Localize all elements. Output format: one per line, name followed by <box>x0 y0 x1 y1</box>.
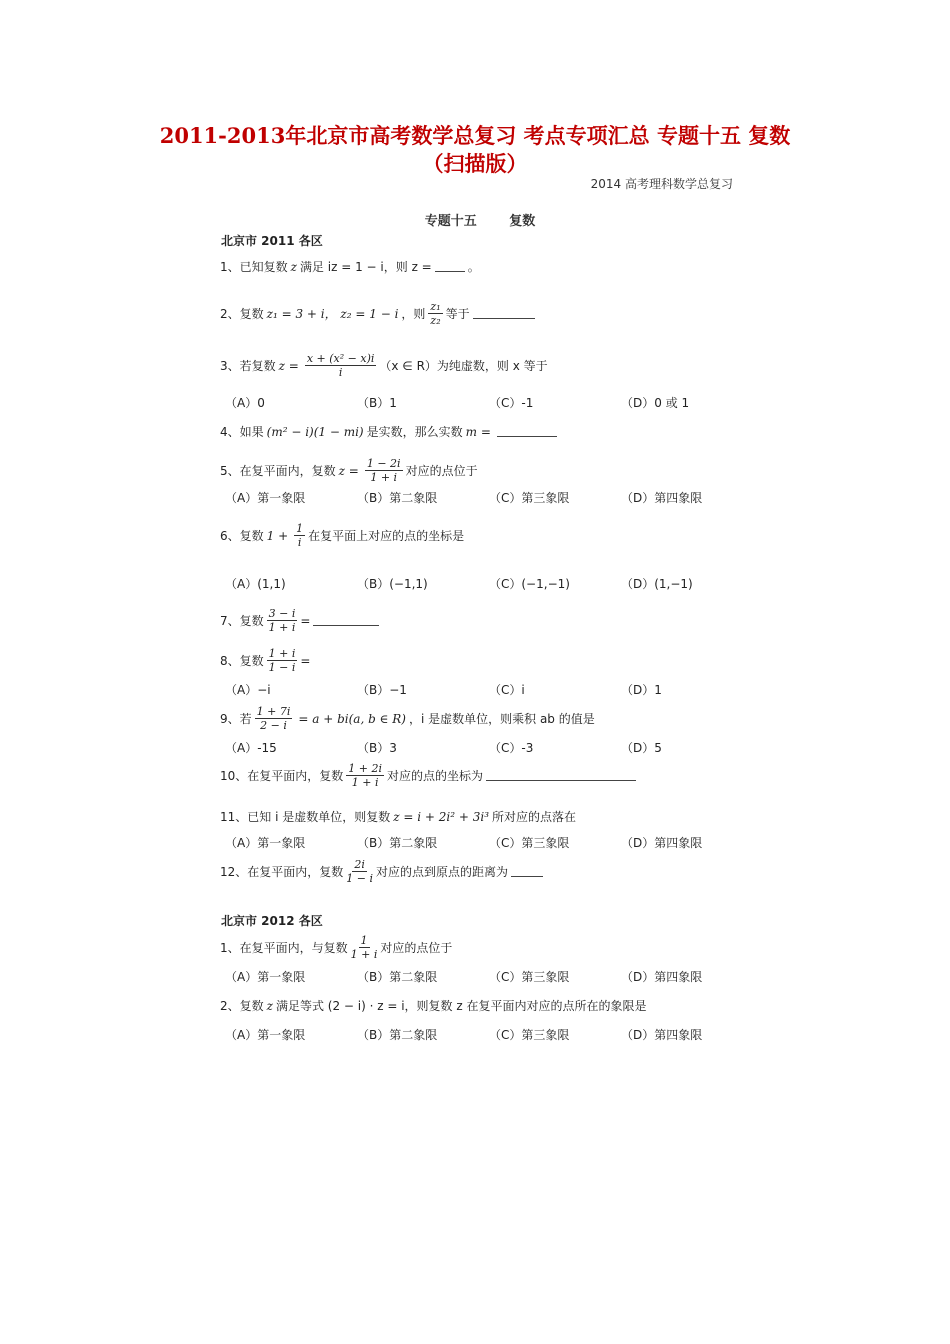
question-rest: 对应的点到原点的距离为 <box>376 865 509 879</box>
question-6 <box>220 522 464 549</box>
fraction: $\frac{1 - 2i}{1 + i}$ <box>366 457 401 484</box>
option-d[interactable]: （D）第四象限 <box>621 970 703 984</box>
question-rest: ，则 <box>401 307 426 321</box>
answer-blank[interactable] <box>511 866 543 877</box>
question-tail: m = <box>465 424 491 439</box>
question-tail: 。 <box>467 260 480 274</box>
option-b[interactable]: （B）第二象限 <box>357 970 438 984</box>
question-text: 4、如果 <box>220 425 264 439</box>
question-rest: ，i 是虚数单位，则乘积 ab 的值是 <box>408 712 595 726</box>
question-9 <box>220 705 595 732</box>
question-7 <box>220 607 382 634</box>
fraction: $\frac{1 + i}{1 - i}$ <box>268 647 296 674</box>
question-expr: z₁ = 3 + i， z₂ = 1 − i <box>266 307 399 321</box>
question-text: 3、若复数 <box>220 359 276 373</box>
question-11 <box>220 808 576 825</box>
option-d[interactable]: （D）(1,−1) <box>621 577 693 591</box>
section-title-topic: 专题十五 <box>424 214 477 229</box>
question-text: 8、复数 <box>220 654 264 668</box>
option-c[interactable]: （C）第三象限 <box>489 1028 570 1042</box>
option-b[interactable]: （B）−1 <box>357 683 407 697</box>
fraction: $\frac{2i}{1 - i}$ <box>346 858 374 885</box>
fraction: $\frac{3 - i}{1 + i}$ <box>268 607 296 634</box>
section-title-subject: 复数 <box>509 214 536 229</box>
question-expr: z <box>290 259 297 274</box>
fraction: $\frac{1}{i}$ <box>296 522 304 549</box>
option-b[interactable]: （B）(−1,1) <box>357 577 428 591</box>
question-rest: 满足等式 (2 − i) · z = i，则复数 z 在复平面内对应的点所在的象限是 <box>275 999 647 1013</box>
question-expr: z = <box>278 358 299 373</box>
question-8 <box>220 647 310 674</box>
question-expr: 1 + <box>266 528 289 543</box>
option-b[interactable]: （B）1 <box>357 396 397 410</box>
answer-blank[interactable] <box>473 308 535 319</box>
question-text: 7、复数 <box>220 614 264 628</box>
question-tail: 等于 <box>445 307 470 321</box>
question-text: 9、若 <box>220 712 252 726</box>
option-a[interactable]: （A）第一象限 <box>225 491 306 505</box>
option-c[interactable]: （C）-3 <box>489 741 534 755</box>
option-c[interactable]: （C）i <box>489 683 525 697</box>
option-a[interactable]: （A）−i <box>225 683 271 697</box>
question-3 <box>220 352 548 379</box>
answer-blank[interactable] <box>435 261 465 272</box>
option-a[interactable]: （A）(1,1) <box>225 577 286 591</box>
question-2012-1 <box>220 934 452 961</box>
answer-blank[interactable] <box>313 615 379 626</box>
region-heading-2012: 北京市 2012 各区 <box>221 914 323 928</box>
question-expr: = a + bi(a, b ∈ R) <box>298 711 406 726</box>
answer-blank[interactable] <box>486 770 636 781</box>
option-a[interactable]: （A）-15 <box>225 741 277 755</box>
option-c[interactable]: （C）(−1,−1) <box>489 577 570 591</box>
option-d[interactable]: （D）第四象限 <box>621 1028 703 1042</box>
option-d[interactable]: （D）1 <box>621 683 662 697</box>
question-rest: 所对应的点落在 <box>492 810 577 824</box>
question-4 <box>220 423 560 440</box>
option-b[interactable]: （B）第二象限 <box>357 1028 438 1042</box>
option-c[interactable]: （C）第三象限 <box>489 970 570 984</box>
question-rest: 在复平面上对应的点的坐标是 <box>308 529 465 543</box>
option-c[interactable]: （C）第三象限 <box>489 836 570 850</box>
fraction: $\frac{1 + 2i}{1 + i}$ <box>348 762 383 789</box>
question-rest: 对应的点位于 <box>380 941 453 955</box>
option-b[interactable]: （B）第二象限 <box>357 491 438 505</box>
question-rest: = <box>300 653 311 668</box>
option-b[interactable]: （B）第二象限 <box>357 836 438 850</box>
question-expr: z = i + 2i² + 3i³ <box>393 809 490 824</box>
fraction: $\frac{\text{x + (x² − x)i}}{i}$ <box>306 352 375 379</box>
question-10 <box>220 762 639 789</box>
question-rest: 满足 iz = 1 − i，则 z = <box>299 260 432 274</box>
question-12 <box>220 858 546 885</box>
option-c[interactable]: （C）-1 <box>489 396 534 410</box>
question-expr: z <box>266 998 273 1013</box>
question-1 <box>220 258 480 275</box>
question-text: 6、复数 <box>220 529 264 543</box>
question-expr: (m² − i)(1 − mi) <box>266 424 364 439</box>
question-text: 12、在复平面内，复数 <box>220 865 344 879</box>
option-d[interactable]: （D）第四象限 <box>621 491 703 505</box>
answer-blank[interactable] <box>497 426 557 437</box>
section-title <box>215 210 745 229</box>
fraction: $\frac{1}{1 + i}$ <box>350 934 378 961</box>
question-rest: 是实数，那么实数 <box>366 425 463 439</box>
option-b[interactable]: （B）3 <box>357 741 397 755</box>
question-text: 10、在复平面内，复数 <box>220 769 344 783</box>
question-expr: z = <box>338 463 359 478</box>
question-rest: （x ∈ R）为纯虚数，则 x 等于 <box>379 359 548 373</box>
region-heading-2011: 北京市 2011 各区 <box>221 234 323 248</box>
question-text: 11、已知 i 是虚数单位，则复数 <box>220 810 391 824</box>
option-a[interactable]: （A）第一象限 <box>225 970 306 984</box>
question-2 <box>220 300 538 327</box>
option-a[interactable]: （A）第一象限 <box>225 836 306 850</box>
option-a[interactable]: （A）第一象限 <box>225 1028 306 1042</box>
question-text: 2、复数 <box>220 999 264 1013</box>
question-rest: 对应的点的坐标为 <box>387 769 484 783</box>
question-text: 1、在复平面内，与复数 <box>220 941 348 955</box>
option-a[interactable]: （A）0 <box>225 396 265 410</box>
option-d[interactable]: （D）第四象限 <box>621 836 703 850</box>
question-2012-2 <box>220 997 647 1014</box>
option-d[interactable]: （D）5 <box>621 741 662 755</box>
question-text: 5、在复平面内，复数 <box>220 464 336 478</box>
question-rest: 对应的点位于 <box>405 464 478 478</box>
document-title: 2011-2013年北京市高考数学总复习 考点专项汇总 专题十五 复数（扫描版） <box>159 123 791 176</box>
question-5 <box>220 457 478 484</box>
question-rest: = <box>300 613 311 628</box>
fraction: $\frac{1 + 7i}{2 - i}$ <box>256 705 291 732</box>
option-d[interactable]: （D）0 或 1 <box>621 396 690 410</box>
option-c[interactable]: （C）第三象限 <box>489 491 570 505</box>
header-note: 2014 高考理科数学总复习 <box>590 177 733 191</box>
question-text: 2、复数 <box>220 307 264 321</box>
fraction: $\frac{\text{z₁}}{\text{z₂}}$ <box>430 300 441 327</box>
scanned-page <box>215 170 745 1050</box>
question-text: 1、已知复数 <box>220 260 288 274</box>
